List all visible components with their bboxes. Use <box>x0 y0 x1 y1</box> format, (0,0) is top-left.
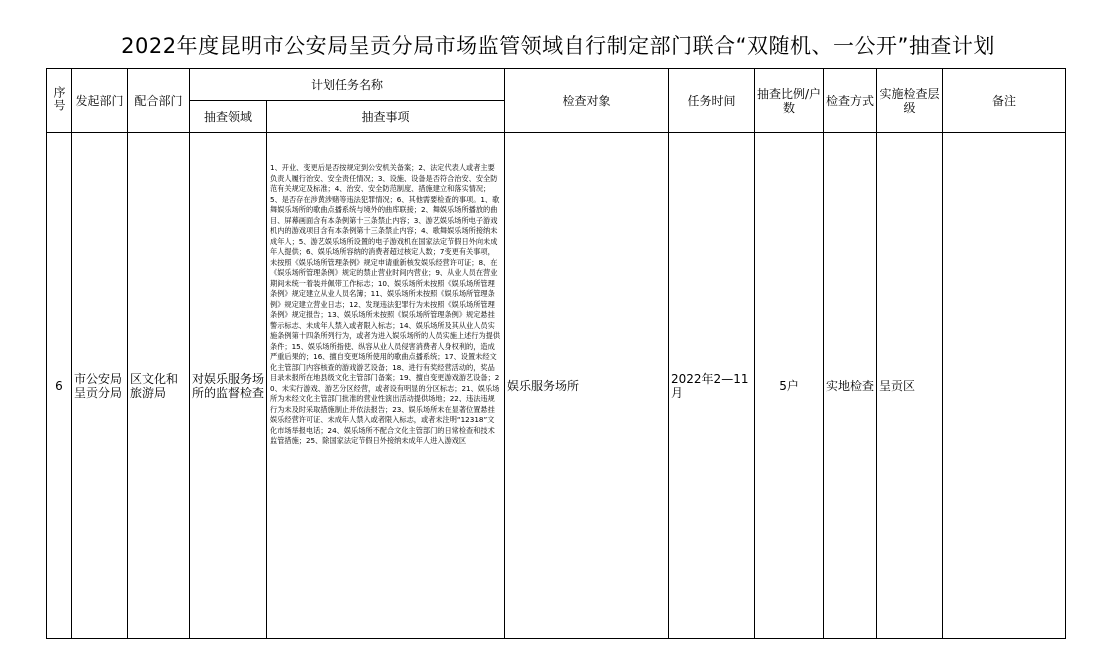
cell-level: 呈贡区 <box>877 133 943 639</box>
plan-table <box>46 68 1066 639</box>
page-title: 2022年度昆明市公安局呈贡分局市场监管领域自行制定部门联合“双随机、一公开”抽查计划 <box>121 34 995 58</box>
header-items: 抽查事项 <box>267 101 505 133</box>
header-method: 检查方式 <box>824 69 877 133</box>
header-cooperator: 配合部门 <box>128 69 190 133</box>
header-seq: 序号 <box>47 69 72 133</box>
cell-method: 实地检查 <box>824 133 877 639</box>
header-target: 检查对象 <box>505 69 669 133</box>
header-level: 实施检查层级 <box>877 69 943 133</box>
table-row <box>47 133 1066 639</box>
cell-cooperator: 区文化和旅游局 <box>128 133 190 639</box>
header-row-1 <box>47 69 1066 101</box>
header-initiator: 发起部门 <box>72 69 128 133</box>
header-domain: 抽查领域 <box>190 101 267 133</box>
header-time: 任务时间 <box>669 69 755 133</box>
header-task-name: 计划任务名称 <box>190 69 505 101</box>
header-remark: 备注 <box>943 69 1066 133</box>
cell-time: 2022年2—11月 <box>669 133 755 639</box>
cell-remark <box>943 133 1066 639</box>
cell-domain: 对娱乐服务场所的监督检查 <box>190 133 267 639</box>
cell-items: 1、开业、变更后是否按规定到公安机关备案；2、法定代表人或者主要负责人履行治安、安全责任情况；3、设施、设备是否符合治安、安全防范有关规定及标准；4、治安、安全防范制度、措施建立和落实情况；5、是否存在涉黄涉赌等违法犯罪情况；6、其他需要检查的事项。1、歌舞娱乐场所的歌曲点播系统与境外的曲库联接；2、舞娱乐场所播放的曲目、屏幕画面含有本条例第十三条禁止内容；3、游艺娱乐场所电子游戏机内的游戏项目含有本条例第十三条禁止内容；4、歌舞娱乐场所接纳未成年人；5、游艺娱乐场所设置的电子游戏机在国家法定节假日外向未成年人提供；6、娱乐场所容纳的消费者超过核定人数；7变更有关事项，未按照《娱乐场所管理条例》规定申请重新核发娱乐经营许可证；8、在《娱乐场所管理条例》规定的禁止营业时间内营业；9、从业人员在营业期间未统一着装并佩带工作标志；10、娱乐场所未按照《娱乐场所管理条例》规定建立从业人员名簿；11、娱乐场所未按照《娱乐场所管理条例》规定建立营业日志；12、发现违法犯罪行为未按照《娱乐场所管理条例》规定报告；13、娱乐场所未按照《娱乐场所管理条例》规定悬挂警示标志、未成年人禁入或者限入标志；14、娱乐场所及其从业人员实施条例第十四条所列行为，或者为进入娱乐场所的人员实施上述行为提供条件；15、娱乐场所指使、纵容从业人员侵害消费者人身权利的，造成严重后果的；16、擅自变更场所使用的歌曲点播系统；17、设置未经文化主管部门内容核查的游戏游艺设备；18、进行有奖经营活动的，奖品目录未报所在地县级文化主管部门备案；19、擅自变更游戏游艺设备；20、未实行游戏、游艺分区经营，或者设有明显的分区标志；21、娱乐场所为未经文化主管部门批准的营业性演出活动提供场地；22、违法违规行为未及时采取措施制止并依法报告；23、娱乐场所未在显著位置悬挂娱乐经营许可证、未成年人禁入或者限入标志，或者未注明“12318”文化市场举报电话；24、娱乐场所不配合文化主管部门的日常检查和技术监管措施；25、除国家法定节假日外接纳未成年人进入游戏区 <box>267 133 505 639</box>
cell-initiator: 市公安局呈贡分局 <box>72 133 128 639</box>
cell-seq: 6 <box>47 133 72 639</box>
cell-target: 娱乐服务场所 <box>505 133 669 639</box>
cell-ratio: 5户 <box>755 133 824 639</box>
header-ratio: 抽查比例/户数 <box>755 69 824 133</box>
